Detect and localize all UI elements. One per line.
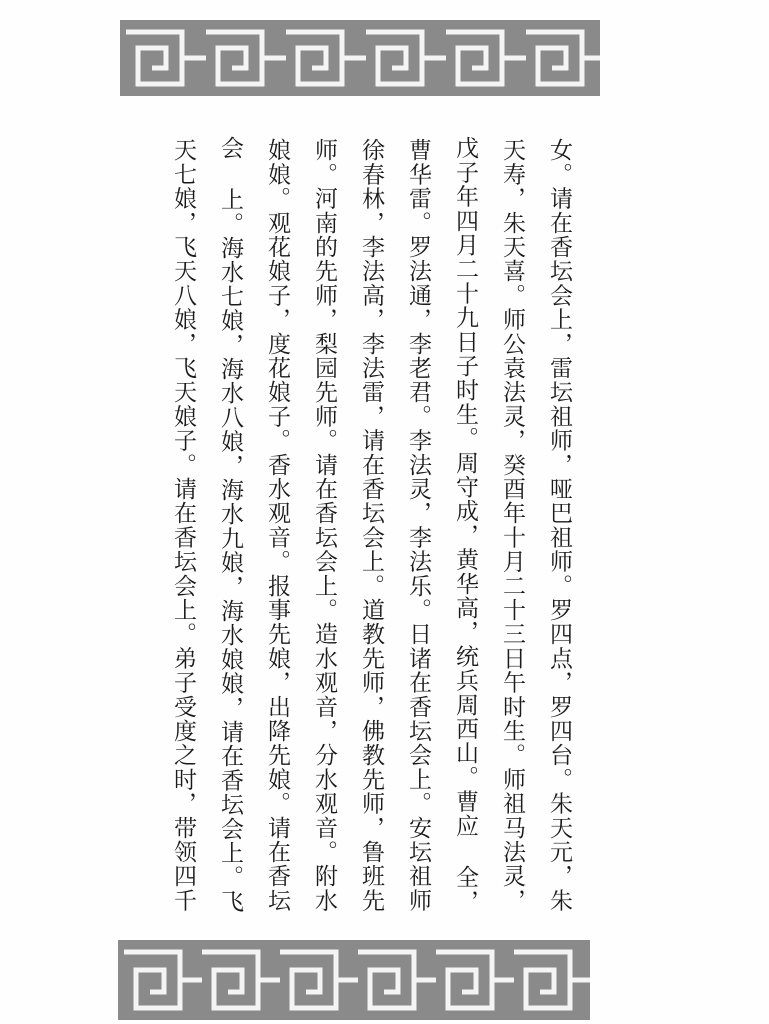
fret-pattern-icon xyxy=(118,940,590,1020)
text-column-5: 徐春林，李法高，李法雷，请在香坛会上。道教先师，佛教先师，鲁班先 xyxy=(358,137,384,913)
text-column-8: 会 上。海水七娘，海水八娘，海水九娘，海水娘娘，请在香坛会上。飞 xyxy=(217,136,243,914)
text-column-1: 女。请在香坛会上，雷坛祖师，哑巴祖师。罗四点，罗四台。朱天元，朱 xyxy=(546,137,572,913)
fret-pattern-icon xyxy=(120,20,600,96)
text-column-3: 戊子年四月二十九日子时生。周守成，黄华高，统兵周西山。曹应 全， xyxy=(452,136,478,914)
bottom-fret-border xyxy=(118,940,590,1020)
top-fret-border xyxy=(120,20,600,96)
vertical-text-block xyxy=(140,136,572,914)
text-column-7: 娘娘。观花娘子，度花娘子。香水观音。报事先娘，出降先娘。请在香坛 xyxy=(264,137,290,913)
text-column-4: 曹华雷。罗法通，李老君。李法灵，李法乐。日诸在香坛会上。安坛祖师 xyxy=(405,137,431,913)
text-column-6: 师。河南的先师，梨园先师。请在香坛会上。造水观音，分水观音。附水 xyxy=(311,137,337,913)
text-column-2: 天寿，朱天喜。师公袁法灵，癸酉年十月二十三日午时生。师祖马法灵， xyxy=(499,137,525,913)
text-column-9: 天七娘，飞天八娘，飞天娘子。请在香坛会上。弟子受度之时，带领四千 xyxy=(170,137,196,913)
